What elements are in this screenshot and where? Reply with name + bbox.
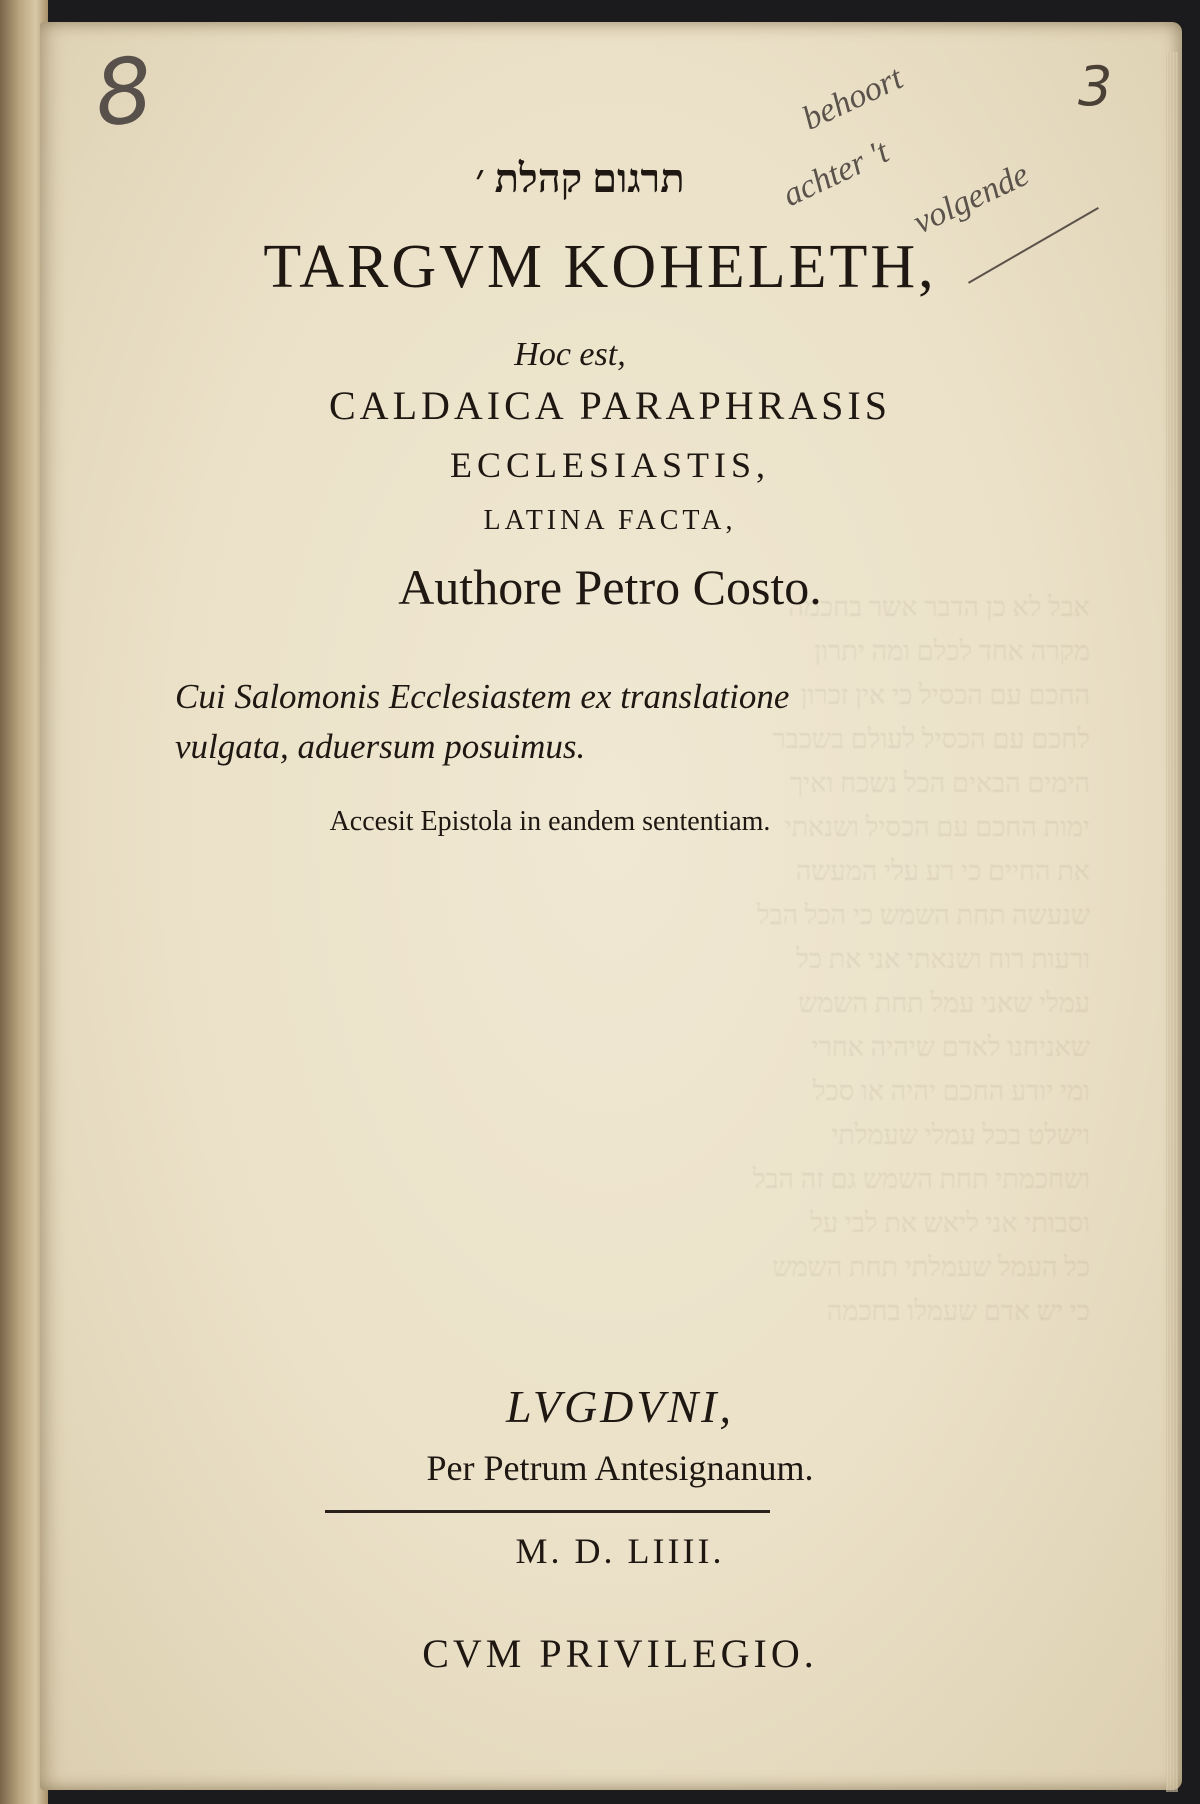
subtitle-ecclesiastis: ECCLESIASTIS,: [449, 445, 771, 485]
imprint-year: M. D. LIIII.: [515, 1531, 725, 1571]
subtitle-latina: LATINA FACTA,: [483, 505, 737, 536]
handwritten-folio-mark: 8: [89, 37, 158, 148]
imprint-printer: Per Petrum Antesignanum.: [426, 1448, 814, 1488]
accessit-line: Accesit Epistola in eandem sententiam.: [329, 806, 771, 837]
page-fore-edge: [1166, 52, 1178, 1792]
note-line-1: behoort: [796, 59, 909, 138]
note-line-3: volgende: [907, 155, 1035, 242]
book-title: TARGVM KOHELETH,: [263, 233, 937, 301]
show-through-text: ‎אבל לא כן הדבר אשר בחכמה מקרה אחד לכלם ומה יתרון החכם עם הכסיל כי אין זכרון לחכם עם הכסיל לעולם בשכבר הימים הבאים הכל נשכח ואיך ימות החכם עם הכסיל ושנאתי את החיים כי רע עלי המעשה שנעשה תחת השמש כי הכל הבל ורעות רוח ושנאתי אני את כל עמלי שאני עמל תחת השמש שאניחנו לאדם שיהיה אחרי ומי יודע החכם יהיה או סכל וישלט בכל עמלי שעמלתי ושחכמתי תחת השמש גם זה הבל וסבותי אני ליאש את לבי על כל העמל שעמלתי תחת השמש כי יש אדם שעמלו בחכמה: [752, 592, 1090, 1326]
description-line-1: Cui Salomonis Ecclesiastem ex translatione: [175, 677, 790, 716]
note-line-2: achter 't: [777, 133, 895, 214]
subtitle-caldaica: CALDAICA PARAPHRASIS: [329, 383, 891, 428]
description-block: [175, 672, 1075, 772]
imprint-place: LVGDVNI,: [505, 1381, 734, 1432]
divider-rule: [325, 1510, 770, 1513]
description-line-2: vulgata, aduersum posuimus.: [175, 727, 586, 766]
handwritten-number: 3: [1078, 55, 1113, 118]
privilege-line: CVM PRIVILEGIO.: [422, 1631, 818, 1676]
hebrew-heading: תרגום קהלת ׳: [475, 156, 685, 201]
hoc-est-line: Hoc est,: [514, 336, 626, 373]
author-line: Authore Petro Costo.: [398, 559, 822, 615]
